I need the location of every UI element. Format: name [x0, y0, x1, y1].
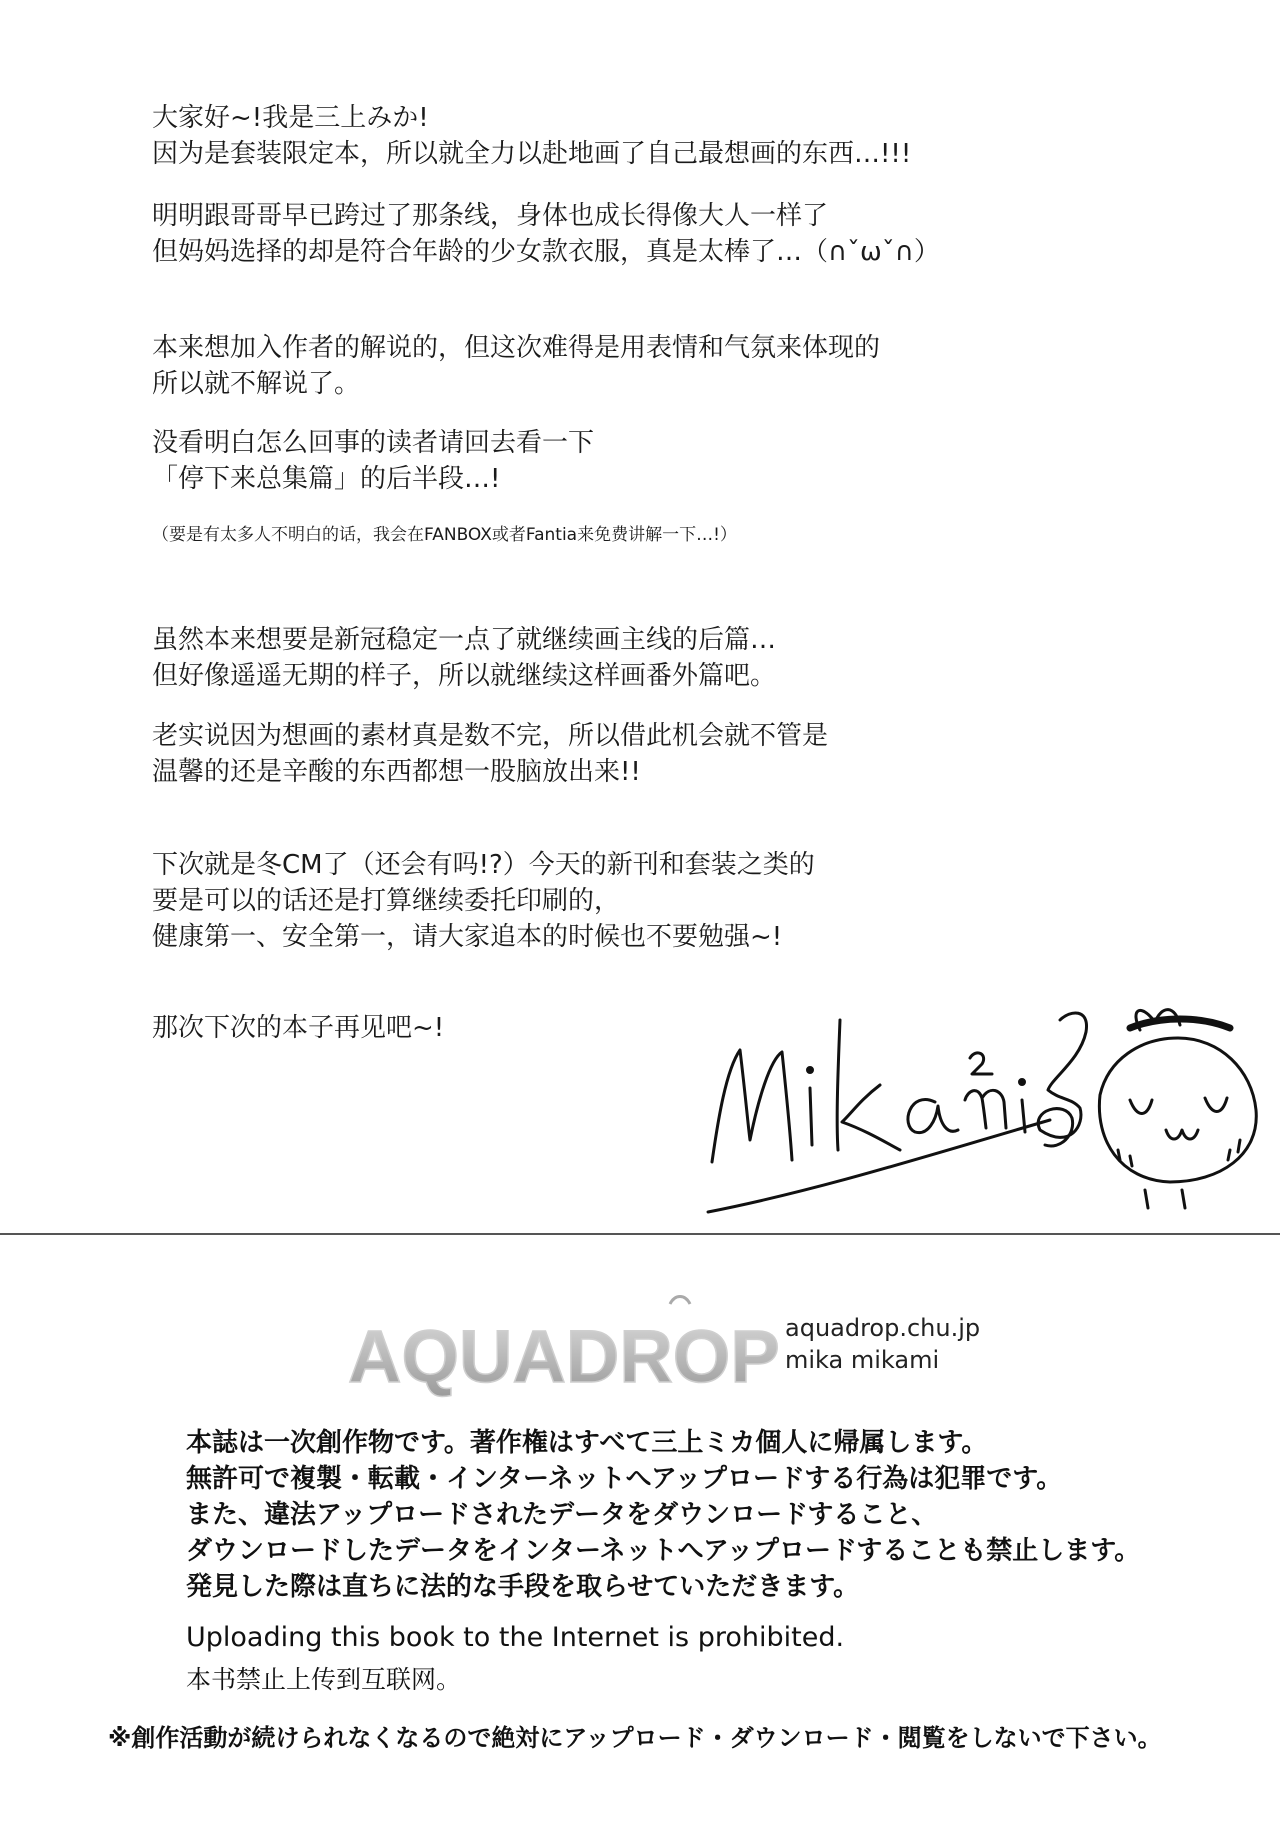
text-line: また、違法アップロードされたデータをダウンロードすること、 [186, 1500, 938, 1530]
paragraph-readers [152, 425, 594, 497]
signature-drawing [700, 950, 1280, 1220]
paragraph-material [152, 718, 828, 790]
section-divider [0, 1233, 1280, 1235]
svg-text:AQUADROP: AQUADROP [348, 1315, 780, 1398]
text-line: 発見した際は直ちに法的な手段を取らせていただきます。 [186, 1572, 860, 1602]
paragraph-greeting [152, 100, 911, 172]
author-name: mika mikami [785, 1346, 940, 1374]
paragraph-outfit [152, 198, 940, 270]
final-note: ※創作活動が続けられなくなるので絶対にアップロード・ダウンロード・閲覧をしないで下さい。 [108, 1724, 1162, 1752]
text-line: 老实说因为想画的素材真是数不完，所以借此机会就不管是 [152, 721, 829, 751]
aquadrop-logo [340, 1290, 780, 1400]
text-line: 温馨的还是辛酸的东西都想一股脑放出来!! [152, 757, 641, 787]
text-line: 「停下来总集篇」的后半段…! [152, 464, 501, 494]
text-line: 所以就不解说了。 [152, 369, 361, 399]
paragraph-farewell [152, 1010, 444, 1046]
text-line: 但妈妈选择的却是符合年龄的少女款衣服，真是太棒了…（∩ˇωˇ∩） [152, 237, 940, 267]
text-line: （要是有太多人不明白的话，我会在FANBOX或者Fantia来免费讲解一下…!） [152, 525, 737, 545]
notice-cn: 本书禁止上传到互联网。 [186, 1665, 462, 1694]
site-url: aquadrop.chu.jp [785, 1314, 981, 1342]
text-line: 下次就是冬CM了（还会有吗!?）今天的新刊和套装之类的 [152, 850, 815, 880]
paragraph-mainline [152, 622, 776, 694]
paragraph-commentary [152, 330, 880, 402]
text-line: 但好像遥遥无期的样子，所以就继续这样画番外篇吧。 [152, 661, 777, 691]
text-line: 要是可以的话还是打算继续委托印刷的， [152, 886, 621, 916]
text-line: 虽然本来想要是新冠稳定一点了就继续画主线的后篇… [152, 625, 777, 655]
text-line: 明明跟哥哥早已跨过了那条线，身体也成长得像大人一样了 [152, 201, 829, 231]
text-line: 因为是套装限定本，所以就全力以赴地画了自己最想画的东西…!!! [152, 139, 912, 169]
copyright-notice-jp [186, 1425, 1140, 1605]
text-line: 本来想加入作者的解说的，但这次难得是用表情和气氛来体现的 [152, 333, 881, 363]
paragraph-next-event [152, 847, 815, 955]
text-line: 大家好~!我是三上みか! [152, 103, 429, 133]
text-line: 本誌は一次創作物です。著作権はすべて三上ミカ個人に帰属します。 [186, 1428, 988, 1458]
text-line: 没看明白怎么回事的读者请回去看一下 [152, 428, 595, 458]
notice-en: Uploading this book to the Internet is prohibited. [186, 1622, 845, 1653]
text-line: ダウンロードしたデータをインターネットへアップロードすることも禁止します。 [186, 1536, 1141, 1566]
paragraph-small-note [152, 523, 737, 547]
text-line: 無許可で複製・転載・インターネットへアップロードする行為は犯罪です。 [186, 1464, 1063, 1494]
text-line: 那次下次的本子再见吧~! [152, 1013, 445, 1043]
text-line: 健康第一、安全第一，请大家追本的时候也不要勉强~! [152, 922, 783, 952]
